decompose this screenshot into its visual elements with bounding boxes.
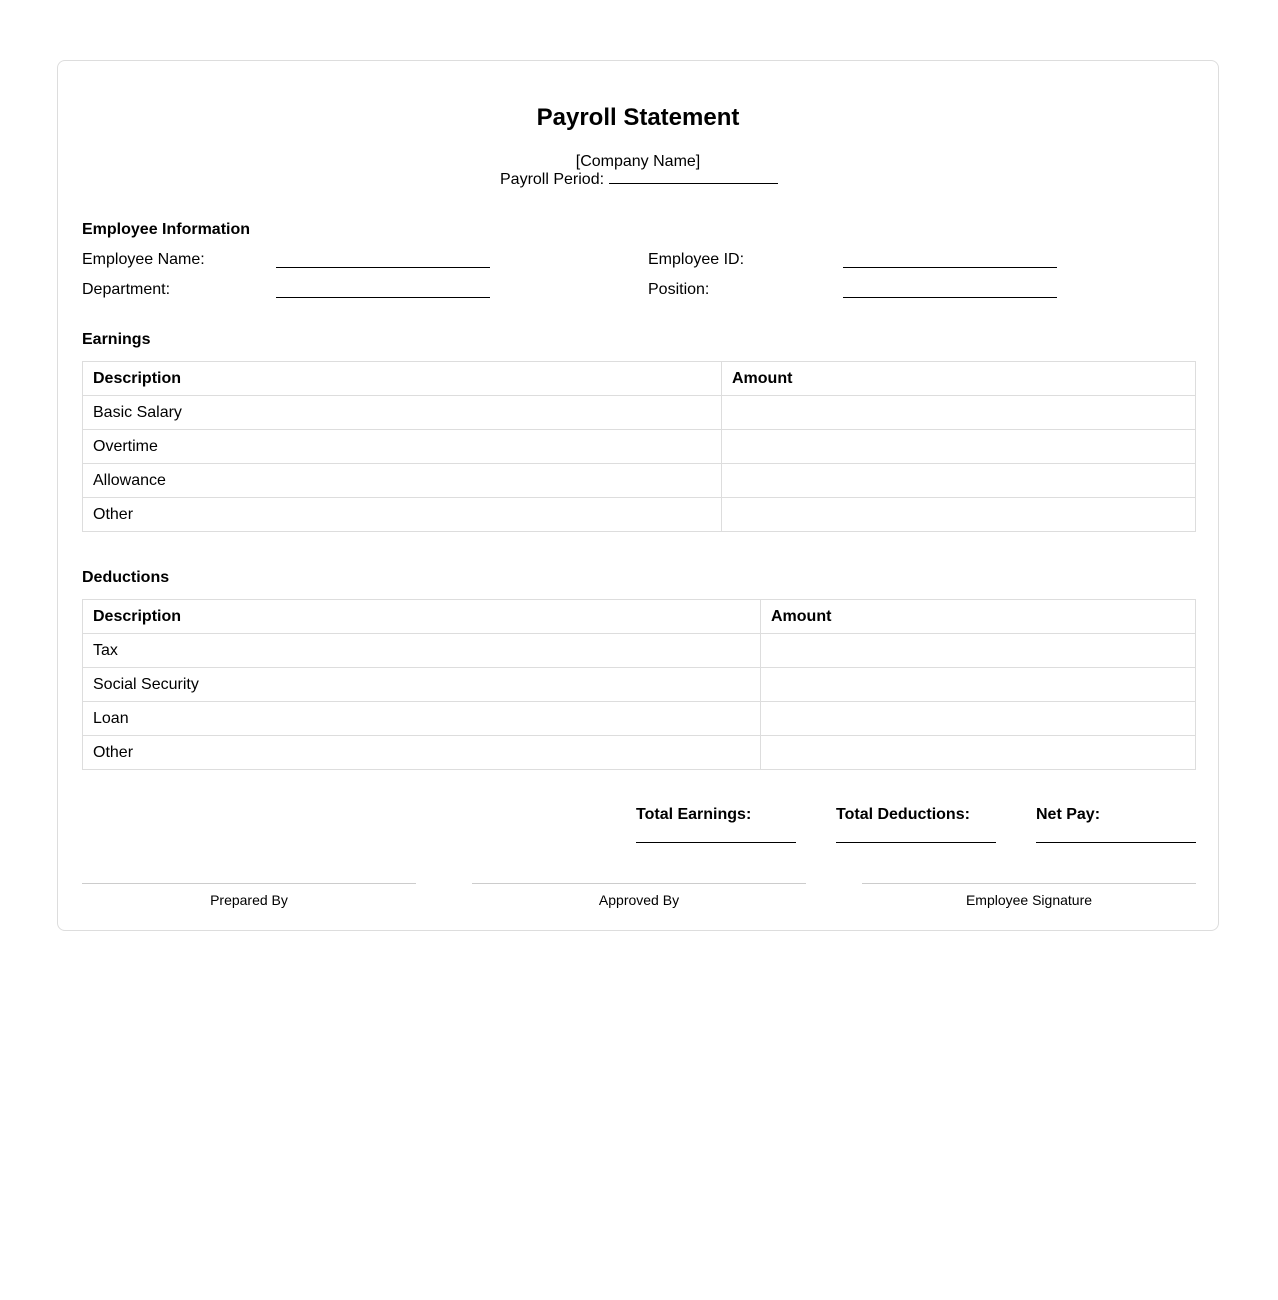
employee-id-field[interactable]	[843, 253, 1057, 268]
deduction-description: Loan	[83, 702, 761, 736]
table-row	[83, 668, 1196, 702]
table-row	[83, 430, 1196, 464]
column-header-amount: Amount	[761, 600, 1196, 634]
earning-amount[interactable]	[722, 464, 1196, 498]
department-label: Department:	[82, 281, 171, 298]
table-header-row	[83, 600, 1196, 634]
earning-description: Basic Salary	[83, 396, 722, 430]
earnings-heading: Earnings	[82, 331, 151, 348]
employee-name-field[interactable]	[276, 253, 490, 268]
earning-amount[interactable]	[722, 430, 1196, 464]
net-pay	[1036, 806, 1196, 843]
total-deductions-field[interactable]	[836, 828, 996, 843]
earnings-table	[82, 361, 1196, 532]
table-row	[83, 702, 1196, 736]
payroll-statement-card	[57, 60, 1219, 931]
deduction-description: Social Security	[83, 668, 761, 702]
department-field[interactable]	[276, 283, 490, 298]
total-earnings-field[interactable]	[636, 828, 796, 843]
earning-amount[interactable]	[722, 396, 1196, 430]
page-title: Payroll Statement	[536, 104, 740, 131]
total-deductions-label: Total Deductions:	[836, 806, 970, 823]
company-name: [Company Name]	[575, 153, 701, 170]
total-deductions	[836, 806, 996, 843]
deduction-description: Tax	[83, 634, 761, 668]
payroll-period	[500, 171, 778, 189]
signature-employee: Employee Signature	[862, 883, 1196, 908]
earning-description: Allowance	[83, 464, 722, 498]
table-row	[83, 736, 1196, 770]
deductions-table	[82, 599, 1196, 770]
signature-approved-by: Approved By	[472, 883, 806, 908]
employee-info-heading: Employee Information	[82, 221, 251, 238]
table-row	[83, 634, 1196, 668]
position-field[interactable]	[843, 283, 1057, 298]
deductions-heading: Deductions	[82, 569, 170, 586]
earning-description: Other	[83, 498, 722, 532]
deduction-description: Other	[83, 736, 761, 770]
employee-id-label: Employee ID:	[648, 251, 745, 268]
deduction-amount[interactable]	[761, 668, 1196, 702]
column-header-description: Description	[83, 600, 761, 634]
net-pay-field[interactable]	[1036, 828, 1196, 843]
signature-prepared-by: Prepared By	[82, 883, 416, 908]
payroll-period-field[interactable]	[609, 183, 778, 184]
net-pay-label: Net Pay:	[1036, 806, 1101, 823]
deduction-amount[interactable]	[761, 634, 1196, 668]
earning-amount[interactable]	[722, 498, 1196, 532]
employee-name-label: Employee Name:	[82, 251, 205, 268]
earning-description: Overtime	[83, 430, 722, 464]
position-label: Position:	[648, 281, 710, 298]
deduction-amount[interactable]	[761, 736, 1196, 770]
total-earnings-label: Total Earnings:	[636, 806, 752, 823]
column-header-amount: Amount	[722, 362, 1196, 396]
deduction-amount[interactable]	[761, 702, 1196, 736]
payroll-period-label: Payroll Period:	[500, 171, 605, 188]
total-earnings	[636, 806, 796, 843]
column-header-description: Description	[83, 362, 722, 396]
table-header-row	[83, 362, 1196, 396]
table-row	[83, 498, 1196, 532]
table-row	[83, 464, 1196, 498]
table-row	[83, 396, 1196, 430]
